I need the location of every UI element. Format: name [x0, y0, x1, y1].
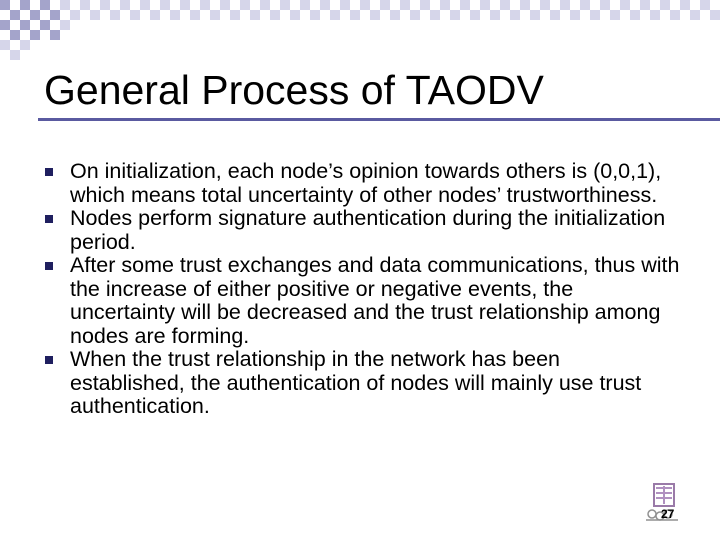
bullet-list	[40, 160, 680, 419]
checker-square	[260, 0, 270, 10]
list-item	[40, 348, 680, 419]
checker-square	[150, 10, 160, 20]
checker-square	[380, 0, 390, 10]
checker-square	[160, 0, 170, 10]
checker-square	[270, 10, 280, 20]
checker-square	[30, 30, 40, 40]
square-bullet-icon	[45, 356, 53, 364]
checker-square	[670, 10, 680, 20]
checker-square	[80, 0, 90, 10]
checker-square	[340, 0, 350, 10]
checker-square	[280, 0, 290, 10]
checker-square	[470, 10, 480, 20]
checker-square	[70, 10, 80, 20]
checker-square	[550, 10, 560, 20]
checker-square	[570, 10, 580, 20]
square-bullet-icon	[45, 262, 53, 270]
checker-square	[10, 10, 20, 20]
checker-square	[170, 10, 180, 20]
checker-square	[600, 0, 610, 10]
checker-square	[50, 30, 60, 40]
checker-square	[640, 0, 650, 10]
checker-square	[10, 50, 20, 60]
checker-square	[530, 10, 540, 20]
checker-square	[680, 0, 690, 10]
checker-square	[100, 0, 110, 10]
checker-square	[320, 0, 330, 10]
checker-square	[520, 0, 530, 10]
square-bullet-icon	[45, 168, 53, 176]
checker-square	[630, 10, 640, 20]
checker-square	[40, 0, 50, 10]
checker-square	[50, 10, 60, 20]
checker-square	[60, 0, 70, 10]
checker-square	[420, 0, 430, 10]
checker-square	[440, 0, 450, 10]
checker-square	[580, 0, 590, 10]
checker-square	[460, 0, 470, 10]
checker-square	[700, 0, 710, 10]
checker-square	[0, 0, 10, 10]
page-title: General Process of TAODV	[44, 67, 544, 113]
checker-square	[650, 10, 660, 20]
checker-square	[480, 0, 490, 10]
bullet-text: On initialization, each node’s opinion towards others is (0,0,1), which means total uncertainty of other nodes’ trustworthiness.	[70, 159, 662, 207]
checker-square	[310, 10, 320, 20]
bullet-text: Nodes perform signature authentication during the initialization period.	[70, 206, 666, 254]
checker-square	[60, 20, 70, 30]
checker-square	[200, 0, 210, 10]
checker-square	[510, 10, 520, 20]
bullet-text: When the trust relationship in the network has been established, the authentication of nodes will mainly use trust authentication.	[70, 347, 642, 418]
checker-square	[690, 10, 700, 20]
checker-square	[370, 10, 380, 20]
checker-square	[410, 10, 420, 20]
checker-square	[190, 10, 200, 20]
checker-square	[360, 0, 370, 10]
checker-square	[620, 0, 630, 10]
checker-square	[610, 10, 620, 20]
list-item	[40, 207, 680, 254]
checker-square	[140, 0, 150, 10]
checker-square	[330, 10, 340, 20]
checker-square	[130, 10, 140, 20]
checker-square	[500, 0, 510, 10]
bullet-text: After some trust exchanges and data communications, thus with the increase of either positive or negative events, the uncertainty will be decreased and the trust relationship among nodes are forming.	[70, 253, 680, 348]
checker-square	[240, 0, 250, 10]
checker-square	[710, 10, 720, 20]
checker-square	[290, 10, 300, 20]
list-item	[40, 160, 680, 207]
checker-square	[390, 10, 400, 20]
checker-square	[230, 10, 240, 20]
checker-square	[20, 20, 30, 30]
checker-square	[180, 0, 190, 10]
square-bullet-icon	[45, 215, 53, 223]
checker-square	[220, 0, 230, 10]
checker-square	[400, 0, 410, 10]
checker-square	[210, 10, 220, 20]
checker-square	[450, 10, 460, 20]
checker-square	[110, 10, 120, 20]
title-underline	[38, 118, 720, 121]
checker-square	[30, 10, 40, 20]
checker-square	[120, 0, 130, 10]
checker-square	[20, 0, 30, 10]
checker-square	[0, 40, 10, 50]
checker-square	[20, 40, 30, 50]
checker-square	[490, 10, 500, 20]
checker-square	[250, 10, 260, 20]
checker-square	[0, 20, 10, 30]
checker-square	[10, 30, 20, 40]
checker-square	[90, 10, 100, 20]
checker-square	[40, 20, 50, 30]
checker-square	[300, 0, 310, 10]
checker-pattern-decoration	[0, 0, 720, 60]
checker-square	[350, 10, 360, 20]
checker-square	[540, 0, 550, 10]
checker-square	[590, 10, 600, 20]
page-number: 27	[661, 507, 675, 521]
checker-square	[430, 10, 440, 20]
list-item	[40, 254, 680, 348]
checker-square	[660, 0, 670, 10]
checker-square	[560, 0, 570, 10]
